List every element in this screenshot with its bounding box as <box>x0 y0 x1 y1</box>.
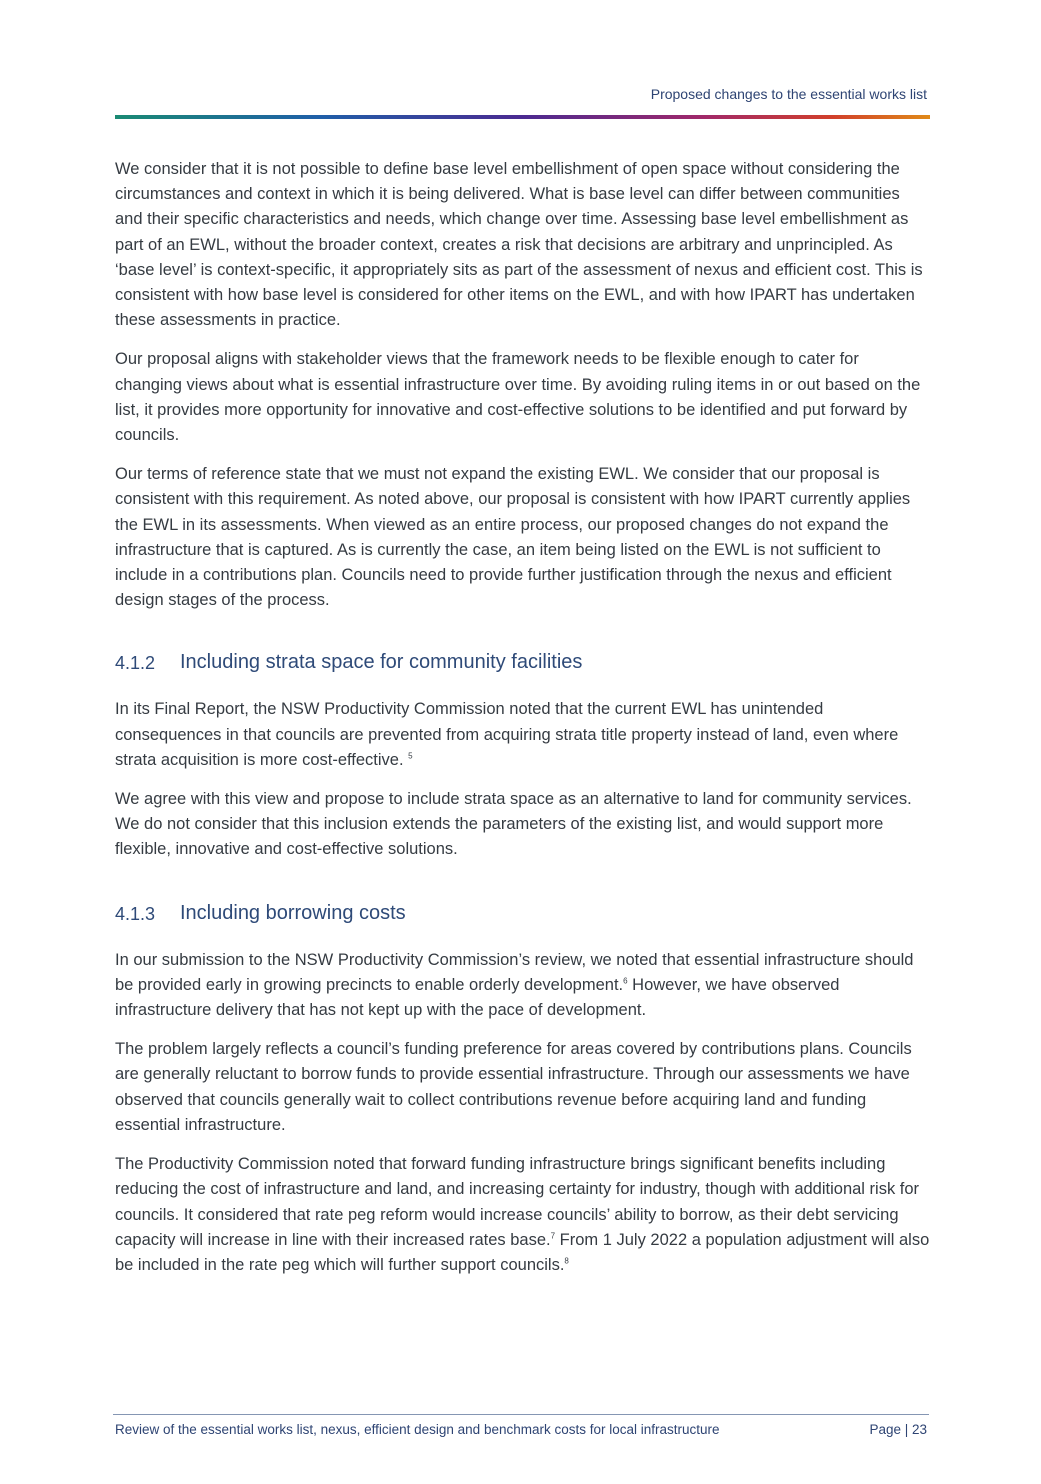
paragraph-text: In its Final Report, the NSW Productivity Commission noted that the current EWL has unintended consequences in that councils are prevented from acquiring strata title property instead of land, even where strata acquisition is more cost-effective. <box>115 700 899 769</box>
footnote-ref[interactable]: 5 <box>408 751 413 761</box>
section-number: 4.1.2 <box>115 653 156 674</box>
paragraph-text: The Productivity Commission noted that forward funding infrastructure brings significant benefits including reducing the cost of infrastructure and land, and increasing certainty for industry, though with additional risk for councils. It considered that rate peg reform would increase councils’ ability to borrow, as their debt servicing capacity will increase in line with their increased rates base. <box>115 1155 920 1249</box>
paragraph: Our terms of reference state that we must not expand the existing EWL. We consider that our proposal is consistent with this requirement. As noted above, our proposal is consistent with how IPART currently applies the EWL in its assessments. When viewed as an entire process, our proposed changes do not expand the infrastructure that is captured. As is currently the case, an item being listed on the EWL is not sufficient to include in a contributions plan. Councils need to provide further justification through the nexus and efficient design stages of the process. <box>115 465 911 610</box>
section-heading-4-1-3 <box>115 902 930 925</box>
section-title: Including strata space for community facilities <box>180 651 583 674</box>
paragraph: The problem largely reflects a council’s funding preference for areas covered by contributions plans. Councils are generally reluctant to borrow funds to provide essential infrastructure. Through our assessments we have observed that councils generally wait to collect contributions revenue before acquiring land and funding essential infrastructure. <box>115 1040 912 1134</box>
section-heading-4-1-2 <box>115 651 930 674</box>
paragraph-text: In our submission to the NSW Productivity Commission’s review, we noted that essential infrastructure should be provided early in growing precincts to enable orderly development. <box>115 950 914 994</box>
paragraph-text: From 1 July 2022 a population adjustment will also be included in the rate peg which will further support councils. <box>115 1230 930 1274</box>
footnote-ref[interactable]: 7 <box>550 1231 556 1241</box>
footnote-ref[interactable]: 8 <box>564 1256 569 1266</box>
footer-document-title: Review of the essential works list, nexus, efficient design and benchmark costs for local infrastructure <box>115 1422 720 1437</box>
header-gradient-rule <box>115 115 930 119</box>
section-number: 4.1.3 <box>115 903 156 924</box>
paragraph-text: However, we have observed infrastructure delivery that has not kept up with the pace of development. <box>115 975 840 1020</box>
paragraph <box>115 697 930 773</box>
footer-rule <box>113 1414 929 1415</box>
paragraph: We agree with this view and propose to include strata space as an alternative to land for community services. We do not consider that this inclusion extends the parameters of the existing list, and would support more flexible, innovative and cost-effective solutions. <box>115 790 912 859</box>
running-header: Proposed changes to the essential works list <box>650 86 927 102</box>
footer-page-number: Page | 23 <box>869 1422 927 1437</box>
section-title: Including borrowing costs <box>180 901 406 924</box>
paragraph: We consider that it is not possible to define base level embellishment of open space without considering the circumstances and context in which it is being delivered. What is base level can differ between communities and their specific characteristics and needs, which change over time. Assessing base level embellishment as part of an EWL, without the broader context, creates a risk that decisions are arbitrary and unprincipled. As ‘base level’ is context-specific, it appropriately sits as part of the assessment of nexus and efficient cost. This is consistent with how base level is considered for other items on the EWL, and with how IPART has undertaken these assessments in practice. <box>115 160 923 330</box>
page-body <box>115 157 930 1292</box>
paragraph <box>115 1152 930 1278</box>
paragraph <box>115 948 930 1024</box>
footnote-ref[interactable]: 6 <box>623 976 628 986</box>
paragraph: Our proposal aligns with stakeholder views that the framework needs to be flexible enough to cater for changing views about what is essential infrastructure over time. By avoiding ruling items in or out based on the list, it provides more opportunity for innovative and cost-effective solutions to be identified and put forward by councils. <box>115 350 921 445</box>
